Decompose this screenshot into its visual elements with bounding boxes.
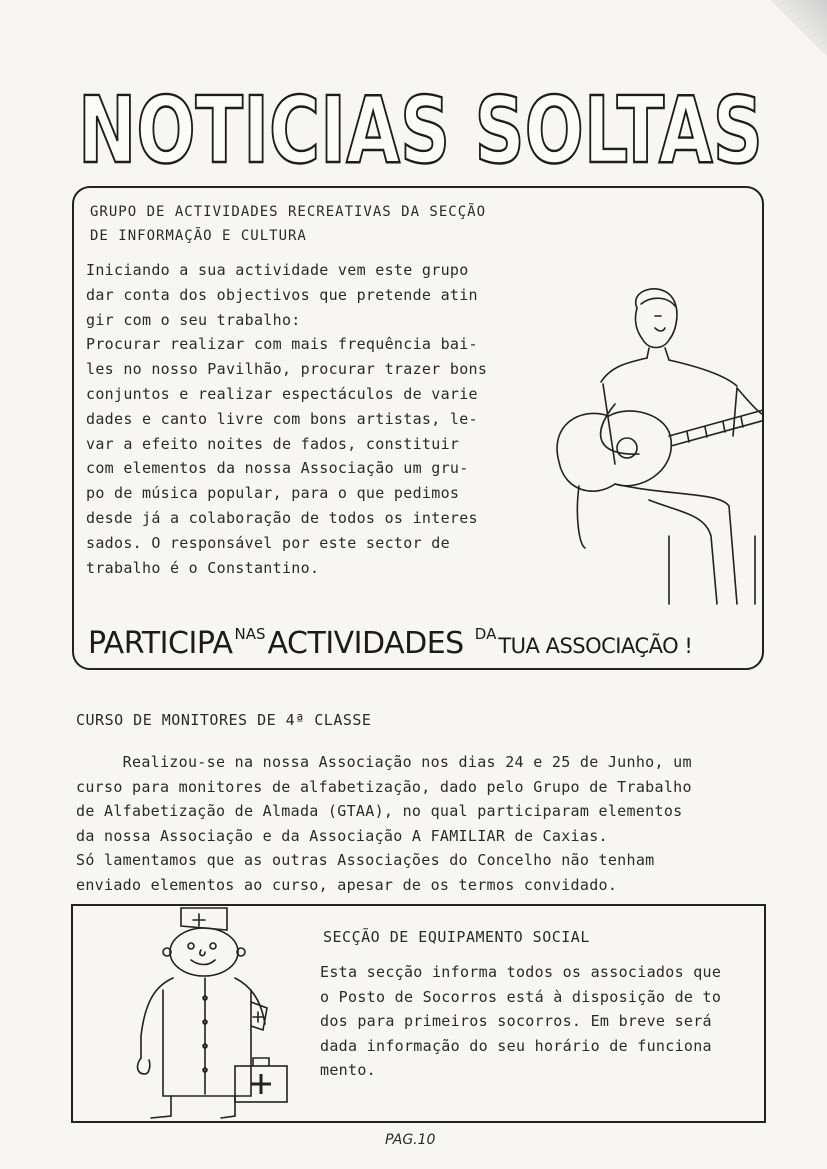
guitar-player-illustration <box>519 286 764 606</box>
recreational-group-heading <box>90 200 560 248</box>
masthead-title <box>78 50 768 180</box>
social-equipment-text: Esta secção informa todos os associados que o Posto de Socorros está à disposição de to dos para primeiros socorros. Em breve será dada informação do seu horário de funciona mento. <box>320 963 722 1080</box>
recreational-group-text: Iniciando a sua actividade vem este grupo dar conta dos objectivos que pretende atin gir com o seu trabalho: Procurar realizar com mais frequência bai- les no nosso Pavilhão, procurar trazer bons conjuntos e realizar espectáculos de varie dades e canto livre com bons artistas, le- var a efeito noites de fados, constituir com elementos da nossa Associação um gru- po de música popular, para o que pedimos desde já a colaboração de todos os interes sados. O responsável por este sector de trabalho é o Constantino. <box>86 261 488 577</box>
heading-line: DE INFORMAÇÃO E CULTURA <box>90 228 307 244</box>
social-equipment-heading: SECÇÃO DE EQUIPAMENTO SOCIAL <box>323 928 590 946</box>
recreational-group-box <box>72 186 764 670</box>
first-aid-kit-icon <box>233 1056 293 1106</box>
slogan-word: NAS <box>234 625 266 643</box>
masthead-title-text: NOTICIAS SOLTAS <box>78 77 763 180</box>
slogan-word: TUA ASSOCIAÇÃO ! <box>498 634 693 658</box>
monitors-course-heading: CURSO DE MONITORES DE 4ª CLASSE <box>76 711 372 729</box>
participation-slogan <box>88 606 753 662</box>
slogan-word: PARTICIPA <box>88 626 233 661</box>
page-number: PAG.10 <box>385 1132 436 1148</box>
slogan-word: ACTIVIDADES <box>267 626 464 661</box>
heading-line: GRUPO DE ACTIVIDADES RECREATIVAS DA SECÇÃO <box>90 204 487 220</box>
slogan-word: DA <box>474 625 497 643</box>
social-equipment-box <box>71 904 766 1123</box>
monitors-course-text: Realizou-se na nossa Associação nos dias 24 e 25 de Junho, um curso para monitores de alfabetização, dado pelo Grupo de Trabalho de Alfabetização de Almada (GTAA), no qual participaram elementos da nossa Associação e da Associação A FAMILIAR de Caxias. Só lamentamos que as outras Assoсiações do Concelho não tenham enviado elementos ao curso, apesar de os termos convidado. <box>76 753 692 894</box>
